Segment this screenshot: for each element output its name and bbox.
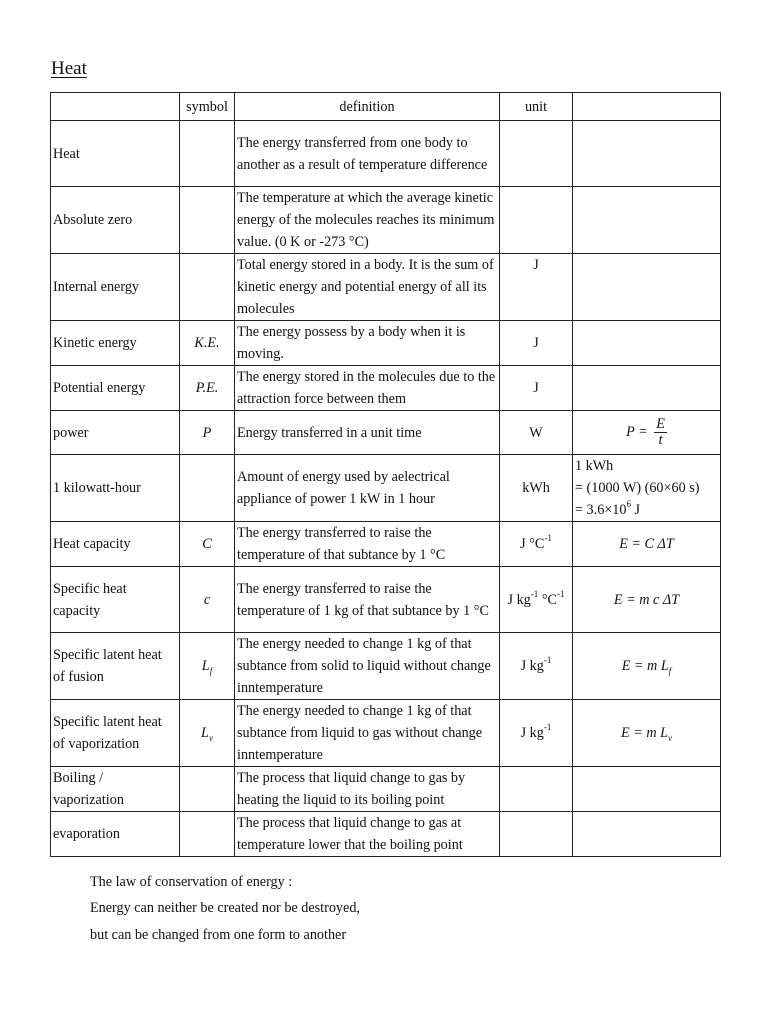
formula-cell xyxy=(573,121,721,187)
table-row xyxy=(51,700,721,767)
quantity-cell: Potential energy xyxy=(51,366,180,411)
symbol-cell: c xyxy=(180,567,235,633)
unit-exponent: -1 xyxy=(556,588,565,599)
formula-text: = 3.6×10 xyxy=(575,502,627,518)
definition-cell: The energy possess by a body when it is moving. xyxy=(235,321,500,366)
table-row xyxy=(51,187,721,254)
symbol-subscript: v xyxy=(208,732,213,743)
definition-cell: Energy transferred in a unit time xyxy=(235,411,500,455)
unit-cell xyxy=(500,812,573,857)
unit-cell xyxy=(500,187,573,254)
unit-cell: J xyxy=(500,321,573,366)
header-cell-definition: definition xyxy=(235,93,500,121)
header-cell-unit: unit xyxy=(500,93,573,121)
unit-cell xyxy=(500,121,573,187)
definition-cell: The energy transferred from one body to another as a result of temperature difference xyxy=(235,121,500,187)
quantity-cell: Boiling / vaporization xyxy=(51,767,180,812)
formula-cell xyxy=(573,455,721,522)
symbol-cell xyxy=(180,812,235,857)
formula-subscript: v xyxy=(668,732,673,743)
page-title: Heat xyxy=(51,58,87,79)
quantity-cell: Specific latent heat of vaporization xyxy=(51,700,180,767)
quantity-cell: Kinetic energy xyxy=(51,321,180,366)
formula-text: J xyxy=(630,502,641,518)
formula-cell xyxy=(573,187,721,254)
symbol-cell: P xyxy=(180,411,235,455)
unit-text: J kg xyxy=(520,725,544,741)
unit-cell xyxy=(500,567,573,633)
definition-cell: The process that liquid change to gas by heating the liquid to its boiling point xyxy=(235,767,500,812)
law-heading: The law of conservation of energy : xyxy=(90,874,293,890)
table-row xyxy=(51,633,721,700)
unit-text: °C xyxy=(538,591,557,608)
quantity-cell: Heat xyxy=(51,121,180,187)
symbol-cell xyxy=(180,121,235,187)
law-text-line: Energy can neither be created nor be destroyed, xyxy=(90,900,360,916)
formula-cell xyxy=(573,411,721,455)
formula-cell xyxy=(573,767,721,812)
formula-lhs: P = xyxy=(626,423,648,440)
definition-cell: The process that liquid change to gas at temperature lower that the boiling point xyxy=(235,812,500,857)
unit-text: J kg xyxy=(520,658,544,674)
quantity-cell: Specific heat capacity xyxy=(51,567,180,633)
definition-cell: The energy stored in the molecules due to the attraction force between them xyxy=(235,366,500,411)
symbol-cell: P.E. xyxy=(180,366,235,411)
unit-cell: kWh xyxy=(500,455,573,522)
heat-table xyxy=(50,92,721,857)
unit-cell: J xyxy=(500,366,573,411)
quantity-cell: evaporation xyxy=(51,812,180,857)
quantity-cell: 1 kilowatt-hour xyxy=(51,455,180,522)
definition-cell: The energy transferred to raise the temperature of 1 kg of that subtance by 1 °C xyxy=(235,567,500,633)
table-row xyxy=(51,411,721,455)
header-cell-quantity xyxy=(51,93,180,121)
unit-text: J kg xyxy=(507,591,531,608)
symbol-cell xyxy=(180,455,235,522)
table-row xyxy=(51,767,721,812)
unit-cell xyxy=(500,522,573,567)
quantity-cell: power xyxy=(51,411,180,455)
symbol-cell: K.E. xyxy=(180,321,235,366)
unit-text: J °C xyxy=(520,536,545,552)
formula-line: 1 kWh xyxy=(575,458,614,474)
header-cell-formula xyxy=(573,93,721,121)
fraction-numerator: E xyxy=(656,416,665,432)
formula-line xyxy=(575,499,718,521)
symbol-text: L xyxy=(201,658,210,674)
symbol-cell xyxy=(180,700,235,767)
formula-cell: E = C ΔT xyxy=(573,522,721,567)
definition-cell: Amount of energy used by aelectrical appliance of power 1 kW in 1 hour xyxy=(235,455,500,522)
table-row xyxy=(51,812,721,857)
table-row xyxy=(51,121,721,187)
unit-cell xyxy=(500,767,573,812)
law-text-line: but can be changed from one form to another xyxy=(90,927,347,943)
table-row xyxy=(51,567,721,633)
unit-exponent: -1 xyxy=(544,533,552,544)
header-cell-symbol: symbol xyxy=(180,93,235,121)
unit-exponent: -1 xyxy=(543,655,552,666)
definition-cell: Total energy stored in a body. It is the sum of kinetic energy and potential energy of all its molecules xyxy=(235,254,500,321)
quantity-cell: Specific latent heat of fusion xyxy=(51,633,180,700)
table-row xyxy=(51,321,721,366)
formula-fraction xyxy=(654,417,667,448)
unit-exponent: -1 xyxy=(530,588,539,599)
table-row xyxy=(51,522,721,567)
formula-cell xyxy=(573,700,721,767)
symbol-cell xyxy=(180,254,235,321)
formula-line: = (1000 W) (60×60 s) xyxy=(575,480,700,496)
unit-cell xyxy=(500,700,573,767)
symbol-cell: C xyxy=(180,522,235,567)
formula-subscript: f xyxy=(668,665,672,676)
table-row xyxy=(51,455,721,522)
unit-cell: J xyxy=(500,254,573,321)
formula-text: E = m L xyxy=(620,725,669,741)
symbol-cell xyxy=(180,187,235,254)
formula-cell xyxy=(573,366,721,411)
definition-cell: The energy transferred to raise the temperature of that subtance by 1 °C xyxy=(235,522,500,567)
formula-cell xyxy=(573,254,721,321)
definition-cell: The energy needed to change 1 kg of that subtance from solid to liquid without change inntemperature xyxy=(235,633,500,700)
definition-cell: The energy needed to change 1 kg of that subtance from liquid to gas without change inntemperature xyxy=(235,700,500,767)
quantity-cell: Internal energy xyxy=(51,254,180,321)
formula-exponent: 6 xyxy=(626,499,631,510)
unit-exponent: -1 xyxy=(543,722,552,733)
table-row xyxy=(51,254,721,321)
symbol-cell xyxy=(180,633,235,700)
table-row xyxy=(51,366,721,411)
symbol-subscript: f xyxy=(209,665,213,676)
formula-cell xyxy=(573,633,721,700)
unit-cell: W xyxy=(500,411,573,455)
formula-cell: E = m c ΔT xyxy=(573,567,721,633)
definition-cell: The temperature at which the average kinetic energy of the molecules reaches its minimum value. (0 K or -273 °C) xyxy=(235,187,500,254)
formula-text: E = m L xyxy=(621,658,669,674)
fraction-denominator: t xyxy=(658,432,663,448)
symbol-text: L xyxy=(201,725,209,741)
table-header-row xyxy=(51,93,721,121)
quantity-cell: Absolute zero xyxy=(51,187,180,254)
formula-cell xyxy=(573,812,721,857)
quantity-cell: Heat capacity xyxy=(51,522,180,567)
formula-cell xyxy=(573,321,721,366)
symbol-cell xyxy=(180,767,235,812)
unit-cell xyxy=(500,633,573,700)
